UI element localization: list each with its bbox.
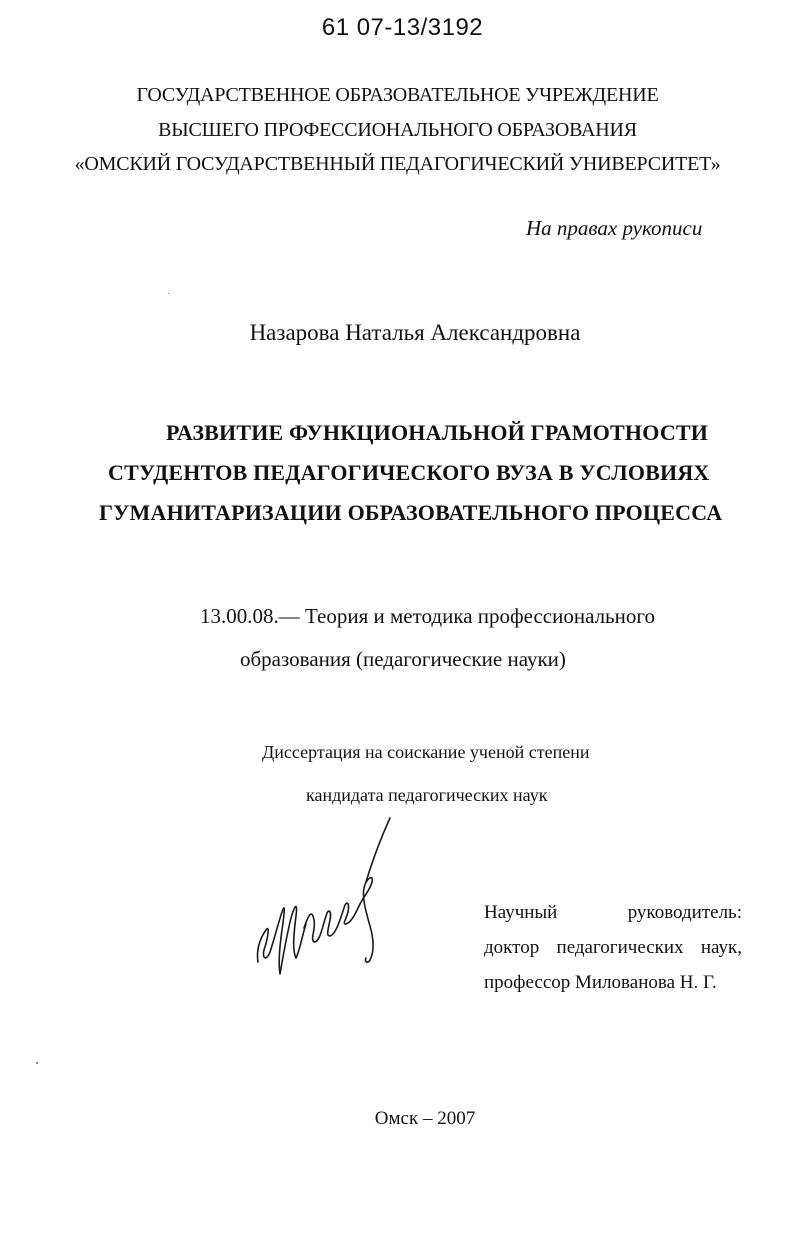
supervisor-name: профессор Милованова Н. Г. bbox=[484, 972, 717, 993]
specialty-line-1: 13.00.08.— Теория и методика профессионального bbox=[200, 604, 655, 628]
specialty-line-2: образования (педагогические науки) bbox=[240, 647, 566, 671]
institution-line-2: ВЫСШЕГО ПРОФЕССИОНАЛЬНОГО ОБРАЗОВАНИЯ bbox=[158, 119, 637, 141]
title-line-3: ГУМАНИТАРИЗАЦИИ ОБРАЗОВАТЕЛЬНОГО ПРОЦЕССА bbox=[99, 500, 723, 525]
signature-image bbox=[248, 812, 398, 982]
institution-line-3: «ОМСКИЙ ГОСУДАРСТВЕННЫЙ ПЕДАГОГИЧЕСКИЙ УНИВЕРСИТЕТ» bbox=[74, 153, 721, 175]
scan-speck bbox=[168, 293, 169, 294]
document-code: 61 07-13/3192 bbox=[321, 14, 484, 41]
title-line-2: СТУДЕНТОВ ПЕДАГОГИЧЕСКОГО ВУЗА В УСЛОВИЯХ bbox=[108, 460, 710, 485]
city-year: Омск – 2007 bbox=[374, 1108, 476, 1129]
supervisor-label-row bbox=[484, 902, 742, 924]
degree-line-2: кандидата педагогических наук bbox=[306, 785, 548, 805]
institution-line-1: ГОСУДАРСТВЕННОЕ ОБРАЗОВАТЕЛЬНОЕ УЧРЕЖДЕНИЕ bbox=[136, 84, 659, 106]
supervisor-label-word-2: руководитель: bbox=[627, 902, 742, 923]
scan-speck bbox=[36, 1062, 38, 1064]
degree-line-1: Диссертация на соискание ученой степени bbox=[262, 742, 590, 762]
supervisor-degree: доктор педагогических наук, bbox=[484, 937, 742, 958]
supervisor-label-word-1: Научный bbox=[484, 902, 558, 923]
title-line-1: РАЗВИТИЕ ФУНКЦИОНАЛЬНОЙ ГРАМОТНОСТИ bbox=[166, 420, 709, 445]
manuscript-note: На правах рукописи bbox=[526, 216, 703, 240]
author-name: Назарова Наталья Александровна bbox=[249, 320, 581, 345]
